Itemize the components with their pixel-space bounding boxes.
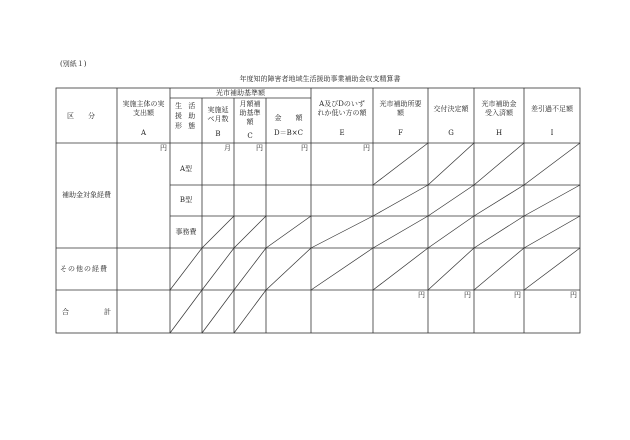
unit-total-h: 円 [514, 291, 521, 299]
unit-e: 円 [363, 144, 370, 152]
header-col-a-line2: 支出額 [133, 109, 154, 117]
not-applicable-diagonals [170, 143, 580, 333]
header-col-d-line1: 金 額 [274, 114, 303, 122]
header-col-c-line2: 助基準 [239, 109, 261, 117]
header-support-form-char5: 形 [175, 122, 182, 130]
header-col-i-letter: I [550, 129, 554, 137]
header-support-form-char3: 援 [175, 112, 182, 120]
header-col-h [474, 100, 524, 138]
row-label-type-b: B型 [179, 196, 193, 204]
header-col-i [524, 105, 580, 138]
unit-total-f: 円 [418, 291, 425, 299]
header-col-i-line1: 差引過不足額 [531, 105, 573, 113]
header-col-g [428, 105, 474, 138]
header-col-c-line3: 額 [246, 118, 254, 126]
header-col-f [373, 100, 428, 138]
header-col-c [234, 100, 266, 141]
header-col-f-line2: 額 [397, 109, 404, 117]
row-label-office: 事務費 [175, 228, 197, 236]
document-title: 年度知的障害者地域生活援助事業補助金収支精算書 [239, 75, 401, 83]
header-col-b [202, 106, 234, 139]
unit-c: 円 [256, 144, 263, 152]
header-col-h-letter: H [495, 129, 503, 137]
header-col-h-line2: 受入済額 [485, 109, 513, 117]
unit-d: 円 [301, 144, 308, 152]
header-col-a-letter: A [140, 129, 147, 137]
annex-label: (別紙１) [60, 60, 87, 68]
row-label-total: 合 計 [62, 308, 111, 316]
unit-b: 月 [224, 144, 231, 152]
row-label-other: その他の経費 [60, 265, 108, 273]
header-col-d-formula: D＝B×C [274, 129, 303, 137]
header-support-form-char2: 活 [188, 102, 196, 110]
unit-total-g: 円 [464, 291, 471, 299]
header-category: 区 分 [67, 112, 95, 120]
header-col-b-line2: べ月数 [207, 115, 229, 123]
header-col-c-line1: 月額補 [239, 100, 261, 108]
row-label-type-a: A型 [179, 165, 193, 173]
header-col-h-line1: 光市補助金 [481, 100, 517, 108]
header-support-form-char4: 助 [188, 112, 196, 120]
header-col-e-line2: れか低い方の額 [317, 109, 367, 117]
header-col-g-line1: 交付決定額 [433, 105, 469, 113]
unit-total-i: 円 [570, 291, 577, 299]
header-col-e-line1: A及びDのいず [319, 100, 365, 108]
header-col-b-letter: B [215, 130, 221, 138]
header-col-f-line1: 光市補助所要 [379, 100, 422, 108]
header-col-a [117, 100, 170, 138]
header-col-f-letter: F [398, 129, 403, 137]
header-col-e [311, 100, 373, 138]
header-col-b-line1: 実施延 [207, 106, 229, 114]
header-col-c-letter: C [247, 132, 253, 140]
header-support-form [175, 101, 199, 131]
header-support-form-char1: 生 [175, 102, 182, 110]
header-group-title: 光市補助基準額 [216, 89, 265, 97]
header-col-e-letter: E [339, 129, 345, 137]
unit-a: 円 [160, 144, 167, 152]
header-col-a-line1: 実施主体の実 [122, 100, 165, 108]
header-col-d [266, 114, 311, 138]
header-col-g-letter: G [448, 129, 454, 137]
header-support-form-char6: 態 [188, 122, 196, 130]
row-label-subsidy: 補助金対象経費 [62, 191, 111, 199]
